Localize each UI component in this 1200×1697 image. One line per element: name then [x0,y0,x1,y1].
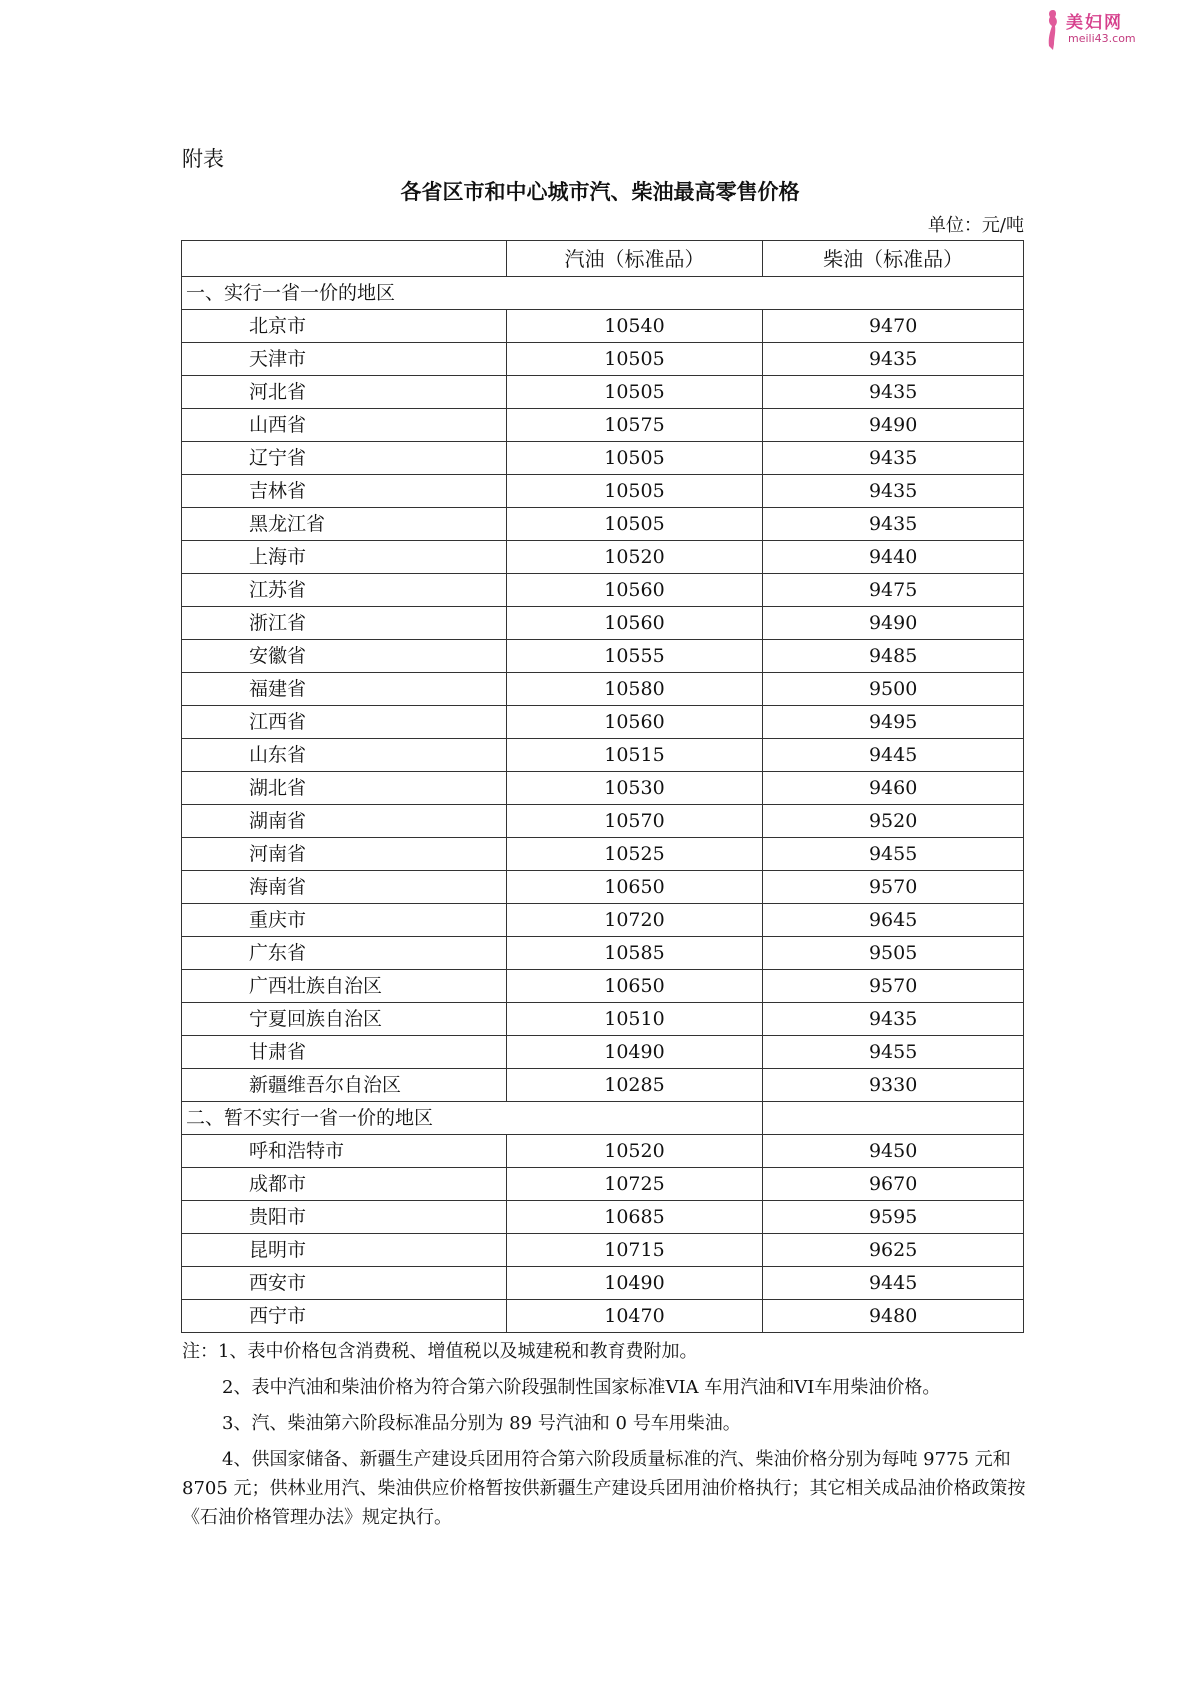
empty-cell [763,1102,1024,1135]
region-cell: 山西省 [182,409,507,442]
diesel-price-cell: 9330 [763,1069,1024,1102]
region-cell: 西安市 [182,1267,507,1300]
diesel-price-cell: 9595 [763,1201,1024,1234]
region-cell: 新疆维吾尔自治区 [182,1069,507,1102]
table-row [182,640,1024,673]
gasoline-price-cell: 10520 [506,1135,763,1168]
diesel-price-cell: 9505 [763,937,1024,970]
table-header-row [182,241,1024,277]
diesel-price-cell: 9455 [763,1036,1024,1069]
table-row [182,1168,1024,1201]
table-row [182,1069,1024,1102]
unit-label: 单位：元/吨 [927,215,1024,236]
gasoline-price-cell: 10505 [506,475,763,508]
gasoline-price-cell: 10685 [506,1201,763,1234]
table-row [182,673,1024,706]
note-4: 4、供国家储备、新疆生产建设兵团用符合第六阶段质量标准的汽、柴油价格分别为每吨 9775 元和 8705 元；供林业用汽、柴油供应价格暂按供新疆生产建设兵团用油价格执行；其它相关成品油价格政策按《石油价格管理办法》规定执行。 [182,1449,1026,1528]
watermark-title: 美妇网 [1066,13,1123,33]
gasoline-price-cell: 10505 [506,376,763,409]
diesel-price-cell: 9450 [763,1135,1024,1168]
region-cell: 成都市 [182,1168,507,1201]
diesel-price-cell: 9670 [763,1168,1024,1201]
table-row [182,739,1024,772]
region-cell: 安徽省 [182,640,507,673]
diesel-price-cell: 9435 [763,1003,1024,1036]
woman-silhouette-icon [1040,8,1066,52]
gasoline-price-cell: 10575 [506,409,763,442]
section-row [182,1102,1024,1135]
table-row [182,871,1024,904]
watermark-url: meili43.com [1068,32,1136,45]
table-row [182,574,1024,607]
note-1: 注：1、表中价格包含消费税、增值税以及城建税和教育费附加。 [182,1341,698,1362]
diesel-price-cell: 9480 [763,1300,1024,1333]
table-row [182,706,1024,739]
gasoline-price-cell: 10470 [506,1300,763,1333]
region-cell: 江苏省 [182,574,507,607]
diesel-price-cell: 9500 [763,673,1024,706]
region-cell: 山东省 [182,739,507,772]
gasoline-price-cell: 10585 [506,937,763,970]
diesel-price-cell: 9435 [763,475,1024,508]
gasoline-price-cell: 10650 [506,871,763,904]
diesel-price-cell: 9570 [763,871,1024,904]
region-cell: 吉林省 [182,475,507,508]
diesel-price-cell: 9470 [763,310,1024,343]
region-cell: 广西壮族自治区 [182,970,507,1003]
section-label: 一、实行一省一价的地区 [182,277,1024,310]
table-row [182,1036,1024,1069]
diesel-price-cell: 9495 [763,706,1024,739]
gasoline-price-cell: 10490 [506,1267,763,1300]
diesel-price-cell: 9645 [763,904,1024,937]
region-cell: 北京市 [182,310,507,343]
page-title: 各省区市和中心城市汽、柴油最高零售价格 [400,180,800,204]
gasoline-price-cell: 10285 [506,1069,763,1102]
region-cell: 昆明市 [182,1234,507,1267]
gasoline-price-cell: 10505 [506,343,763,376]
diesel-price-cell: 9445 [763,1267,1024,1300]
table-row [182,607,1024,640]
region-cell: 宁夏回族自治区 [182,1003,507,1036]
gasoline-price-cell: 10555 [506,640,763,673]
gasoline-price-cell: 10560 [506,607,763,640]
table-row [182,937,1024,970]
region-cell: 黑龙江省 [182,508,507,541]
region-cell: 河南省 [182,838,507,871]
gasoline-price-cell: 10510 [506,1003,763,1036]
table-row [182,1201,1024,1234]
table-row [182,508,1024,541]
gasoline-price-cell: 10715 [506,1234,763,1267]
table-row [182,442,1024,475]
table-row [182,1135,1024,1168]
diesel-price-cell: 9570 [763,970,1024,1003]
diesel-price-cell: 9455 [763,838,1024,871]
region-cell: 西宁市 [182,1300,507,1333]
gasoline-price-cell: 10505 [506,508,763,541]
gasoline-price-cell: 10560 [506,706,763,739]
gasoline-price-cell: 10650 [506,970,763,1003]
table-row [182,475,1024,508]
table-row [182,805,1024,838]
gasoline-price-cell: 10540 [506,310,763,343]
gasoline-price-cell: 10520 [506,541,763,574]
gasoline-price-cell: 10515 [506,739,763,772]
note-3: 3、汽、柴油第六阶段标准品分别为 89 号汽油和 0 号车用柴油。 [222,1413,741,1434]
table-row [182,904,1024,937]
diesel-price-cell: 9435 [763,442,1024,475]
diesel-price-cell: 9445 [763,739,1024,772]
diesel-price-cell: 9435 [763,376,1024,409]
gasoline-price-cell: 10505 [506,442,763,475]
table-row [182,1003,1024,1036]
region-cell: 广东省 [182,937,507,970]
region-cell: 湖北省 [182,772,507,805]
region-cell: 福建省 [182,673,507,706]
diesel-price-cell: 9490 [763,607,1024,640]
diesel-price-cell: 9485 [763,640,1024,673]
region-cell: 重庆市 [182,904,507,937]
region-cell: 上海市 [182,541,507,574]
table-row [182,1267,1024,1300]
table-row [182,838,1024,871]
diesel-price-cell: 9460 [763,772,1024,805]
region-cell: 辽宁省 [182,442,507,475]
region-cell: 河北省 [182,376,507,409]
gasoline-price-cell: 10720 [506,904,763,937]
price-table [181,240,1024,1333]
table-row [182,310,1024,343]
note-2: 2、表中汽油和柴油价格为符合第六阶段强制性国家标准VIA 车用汽油和VI车用柴油价格。 [222,1377,941,1398]
gasoline-price-cell: 10530 [506,772,763,805]
table-row [182,1300,1024,1333]
region-cell: 甘肃省 [182,1036,507,1069]
notes [182,1337,1027,1539]
table-row [182,1234,1024,1267]
header-region [182,241,507,277]
diesel-price-cell: 9625 [763,1234,1024,1267]
gasoline-price-cell: 10725 [506,1168,763,1201]
diesel-price-cell: 9475 [763,574,1024,607]
diesel-price-cell: 9490 [763,409,1024,442]
region-cell: 浙江省 [182,607,507,640]
diesel-price-cell: 9440 [763,541,1024,574]
table-row [182,772,1024,805]
gasoline-price-cell: 10560 [506,574,763,607]
region-cell: 呼和浩特市 [182,1135,507,1168]
header-diesel: 柴油（标准品） [763,241,1024,277]
table-row [182,343,1024,376]
region-cell: 湖南省 [182,805,507,838]
gasoline-price-cell: 10490 [506,1036,763,1069]
table-row [182,541,1024,574]
region-cell: 江西省 [182,706,507,739]
region-cell: 海南省 [182,871,507,904]
diesel-price-cell: 9435 [763,508,1024,541]
table-row [182,409,1024,442]
section-row [182,277,1024,310]
table-row [182,970,1024,1003]
watermark-logo [1040,8,1150,52]
diesel-price-cell: 9520 [763,805,1024,838]
attachment-label: 附表 [182,147,224,171]
header-gasoline: 汽油（标准品） [506,241,763,277]
section-label: 二、暂不实行一省一价的地区 [182,1102,763,1135]
region-cell: 天津市 [182,343,507,376]
gasoline-price-cell: 10570 [506,805,763,838]
region-cell: 贵阳市 [182,1201,507,1234]
diesel-price-cell: 9435 [763,343,1024,376]
gasoline-price-cell: 10580 [506,673,763,706]
gasoline-price-cell: 10525 [506,838,763,871]
table-row [182,376,1024,409]
